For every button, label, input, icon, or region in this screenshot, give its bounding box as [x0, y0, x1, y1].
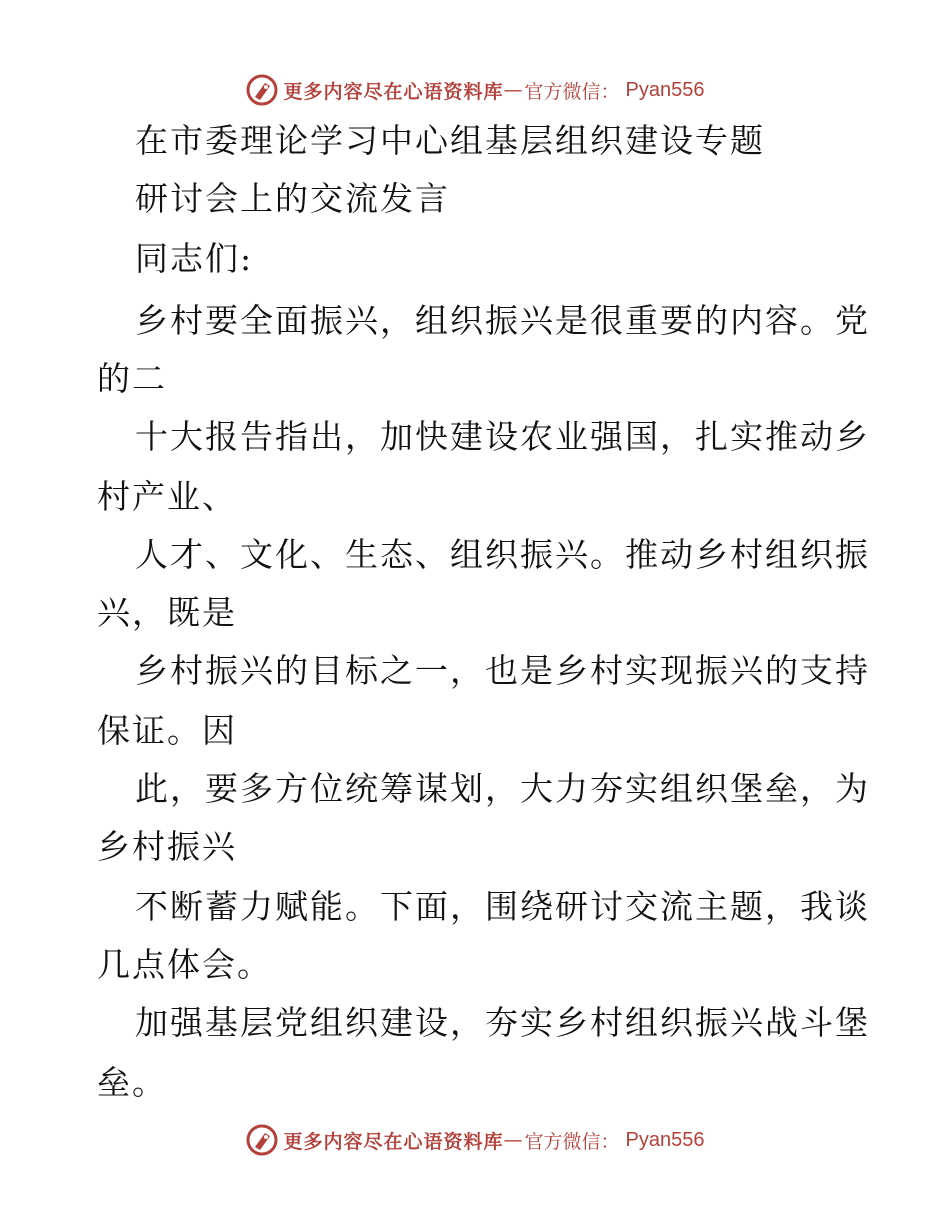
paragraph-line: 乡村振兴 [97, 827, 237, 866]
title-line-1: 在市委理论学习中心组基层组织建设专题 [135, 121, 765, 160]
paragraph-line: 保证。因 [97, 711, 237, 750]
paragraph-line: 十大报告指出，加快建设农业强国，扎实推动乡 [135, 417, 870, 456]
pen-nib-logo-icon [246, 74, 278, 106]
title-line-2: 研讨会上的交流发言 [135, 179, 450, 218]
paragraph-line: 此，要多方位统筹谋划，大力夯实组织堡垒，为 [135, 769, 870, 808]
paragraph-line: 不断蓄力赋能。下面，围绕研讨交流主题，我谈 [135, 887, 870, 926]
banner-wechat-label: 官方微信： [524, 1130, 620, 1153]
heading-line: 垒。 [97, 1063, 167, 1102]
banner-wechat-label: 官方微信： [524, 80, 620, 103]
banner-dash: — [503, 1129, 523, 1151]
paragraph-line: 的二 [97, 359, 167, 398]
footer-banner [0, 1120, 950, 1160]
header-banner [0, 70, 950, 110]
banner-dash: — [503, 79, 523, 101]
pen-nib-logo-icon [246, 1124, 278, 1156]
paragraph-line: 村产业、 [97, 477, 237, 516]
paragraph-line: 乡村振兴的目标之一，也是乡村实现振兴的支持 [135, 651, 870, 690]
salutation: 同志们: [135, 239, 254, 278]
paragraph-line: 兴，既是 [97, 593, 237, 632]
paragraph-line: 乡村要全面振兴，组织振兴是很重要的内容。党 [135, 301, 870, 340]
paragraph-line: 人才、文化、生态、组织振兴。推动乡村组织振 [135, 535, 870, 574]
paragraph-line: 几点体会。 [97, 945, 272, 984]
banner-wechat-id: Pyan556 [625, 78, 705, 101]
banner-wechat-id: Pyan556 [625, 1128, 705, 1151]
banner-promo-text: 更多内容尽在心语资料库 [283, 1130, 504, 1153]
banner-promo-text: 更多内容尽在心语资料库 [283, 80, 504, 103]
heading-line: 加强基层党组织建设，夯实乡村组织振兴战斗堡 [135, 1003, 870, 1042]
